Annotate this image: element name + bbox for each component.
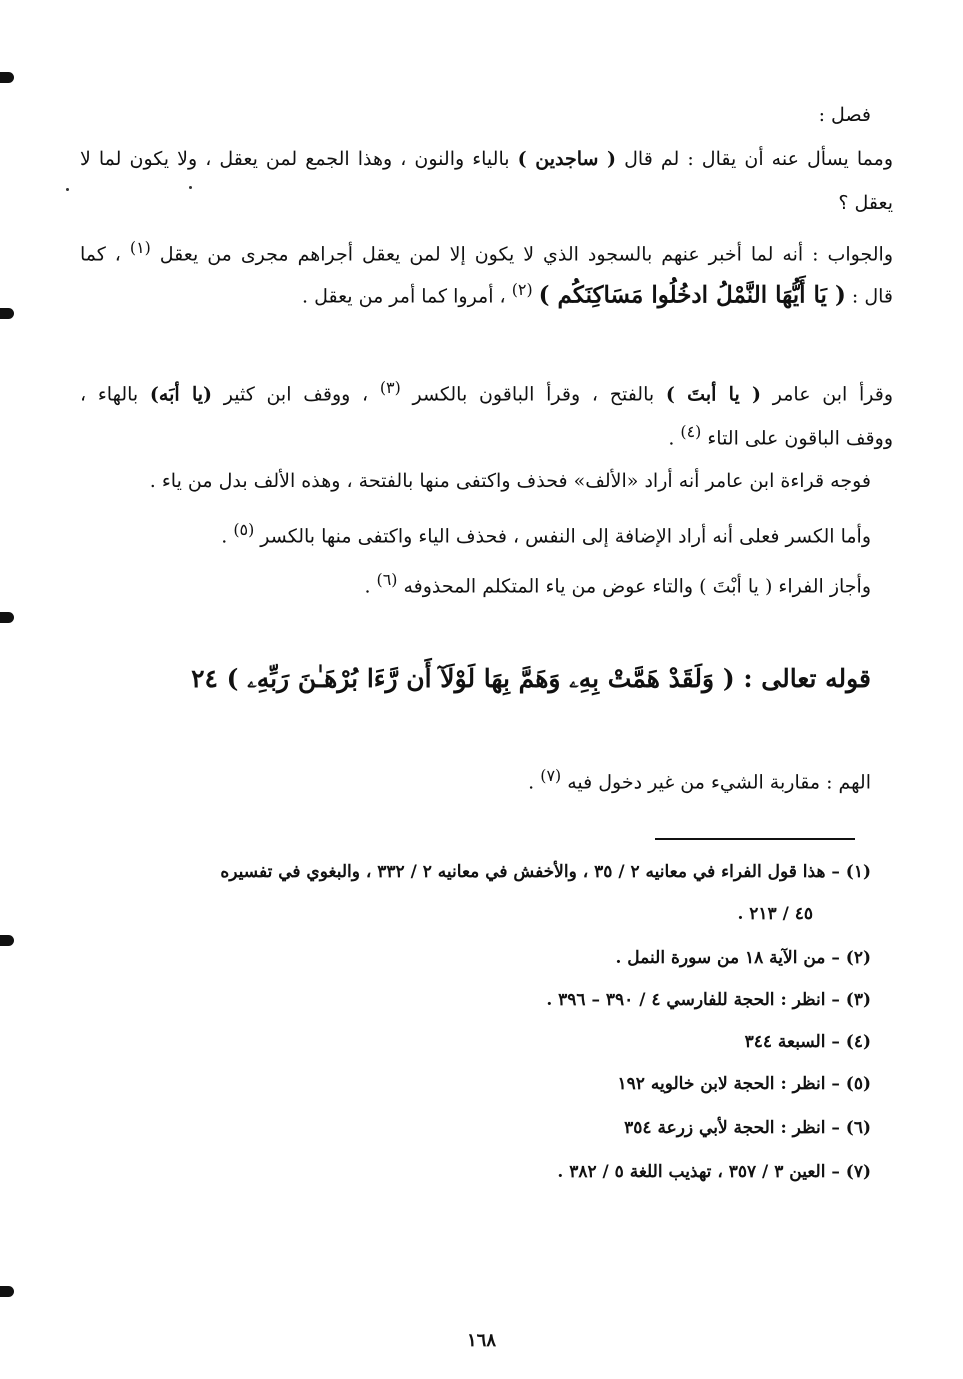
footnote-3: (٣) – انظر : الحجة للفارسي ٤ / ٣٩٠ – ٣٩٦ . (546, 990, 871, 1010)
quran-quote: ( يَا أَيُّهَا النَّمْلُ ادخُلُوا مَسَاكِنَكُم ) (538, 281, 846, 309)
footnote-ref: (٤) (680, 422, 702, 441)
margin-binding-mark (0, 612, 14, 623)
footnote-ref: (٧) (540, 766, 562, 785)
paragraph-2-line-1: والجواب : أنه لما أخبر عنهم بالسجود الذي لا يكون إلا لمن يعقل أجراهم مجرى من يعقل $^{(١)}$ ، كما (80, 238, 894, 266)
footnote-4: (٤) – السبعة ٣٤٤ (744, 1032, 871, 1052)
margin-binding-mark (0, 308, 14, 319)
verse-heading (191, 666, 871, 691)
section-heading: فصل : (818, 104, 871, 126)
footnote-ref: (١) (129, 238, 151, 257)
footnote-7: (٧) – العين ٣ / ٣٥٧ ، تهذيب اللغة ٥ / ٣٨٢ . (557, 1162, 871, 1182)
scan-speck (66, 188, 69, 191)
footnote-divider (655, 838, 855, 840)
paragraph-2-line-2: قال : ( يَا أَيُّهَا النَّمْلُ ادخُلُوا مَسَاكِنَكُم ) $^{(٢)}$ ، أمروا كما أمر من يعقل . (302, 280, 893, 309)
footnote-ref: (٢) (511, 280, 533, 299)
definition-line: الهم : مقاربة الشيء من غير دخول فيه $^{(٧)}$ . (528, 766, 871, 794)
page-number: ١٦٨ (466, 1330, 496, 1351)
margin-binding-mark (0, 935, 14, 946)
paragraph-4-line-2: وأما الكسر فعلى أنه أراد الإضافة إلى النفس ، فحذف الياء واكتفى منها بالكسر $^{(٥)}$ . (221, 520, 871, 548)
margin-binding-mark (0, 1286, 14, 1297)
margin-binding-mark (0, 72, 14, 83)
footnote-1-continued: ٤٥ / ٢١٣ . (737, 904, 813, 924)
verse-text: ( وَلَقَدْ هَمَّتْ بِهِۦ وَهَمَّ بِهَا لَوْلَآ أَن رَّءَا بُرْهَـٰنَ رَبِّهِۦ ) (226, 664, 735, 693)
paragraph-4-line-1: فوجه قراءة ابن عامر أنه أراد «الألف» فحذف واكتفى منها بالفتحة ، وهذه الألف بدل من ياء . (149, 470, 871, 492)
verse-number: ٢٤ (191, 664, 218, 693)
paragraph-1-line-1: ومما يسأل عنه أن يقال : لم قال ( ساجدين ) بالياء والنون ، وهذا الجمع لمن يعقل ، ولا يكون لما لا (80, 148, 893, 170)
footnote-2: (٢) – من الآية ١٨ من سورة النمل . (615, 948, 871, 968)
footnote-6: (٦) – انظر : الحجة لأبي زرعة ٣٥٤ (624, 1118, 871, 1138)
footnote-ref: (٣) (379, 378, 401, 397)
paragraph-3-line-2: ووقف الباقون على التاء $^{(٤)}$ . (668, 422, 893, 450)
footnote-5: (٥) – انظر : الحجة لابن خالويه ١٩٢ (617, 1074, 871, 1094)
paragraph-4-line-3: وأجاز الفراء ( يا أبْتَ ) والتاء عوض من ياء المتكلم المحذوفه $^{(٦)}$ . (364, 570, 871, 598)
footnote-ref: (٦) (376, 570, 398, 589)
footnote-1: (١) – هذا قول الفراء في معانيه ٢ / ٣٥ ، والأخفش في معانيه ٢ / ٣٣٢ ، والبغوي في تفسيره (220, 862, 871, 882)
paragraph-3-line-1: وقرأ ابن عامر ( يا أبتَ ) بالفتح ، وقرأ الباقون بالكسر $^{(٣)}$ ، ووقف ابن كثير (يا أبَه) بالهاء ، (80, 378, 894, 406)
verse-label: قوله تعالى : (743, 664, 871, 693)
paragraph-1-line-2: يعقل ؟ (838, 192, 893, 214)
scan-speck (189, 186, 192, 189)
footnote-ref: (٥) (233, 520, 255, 539)
